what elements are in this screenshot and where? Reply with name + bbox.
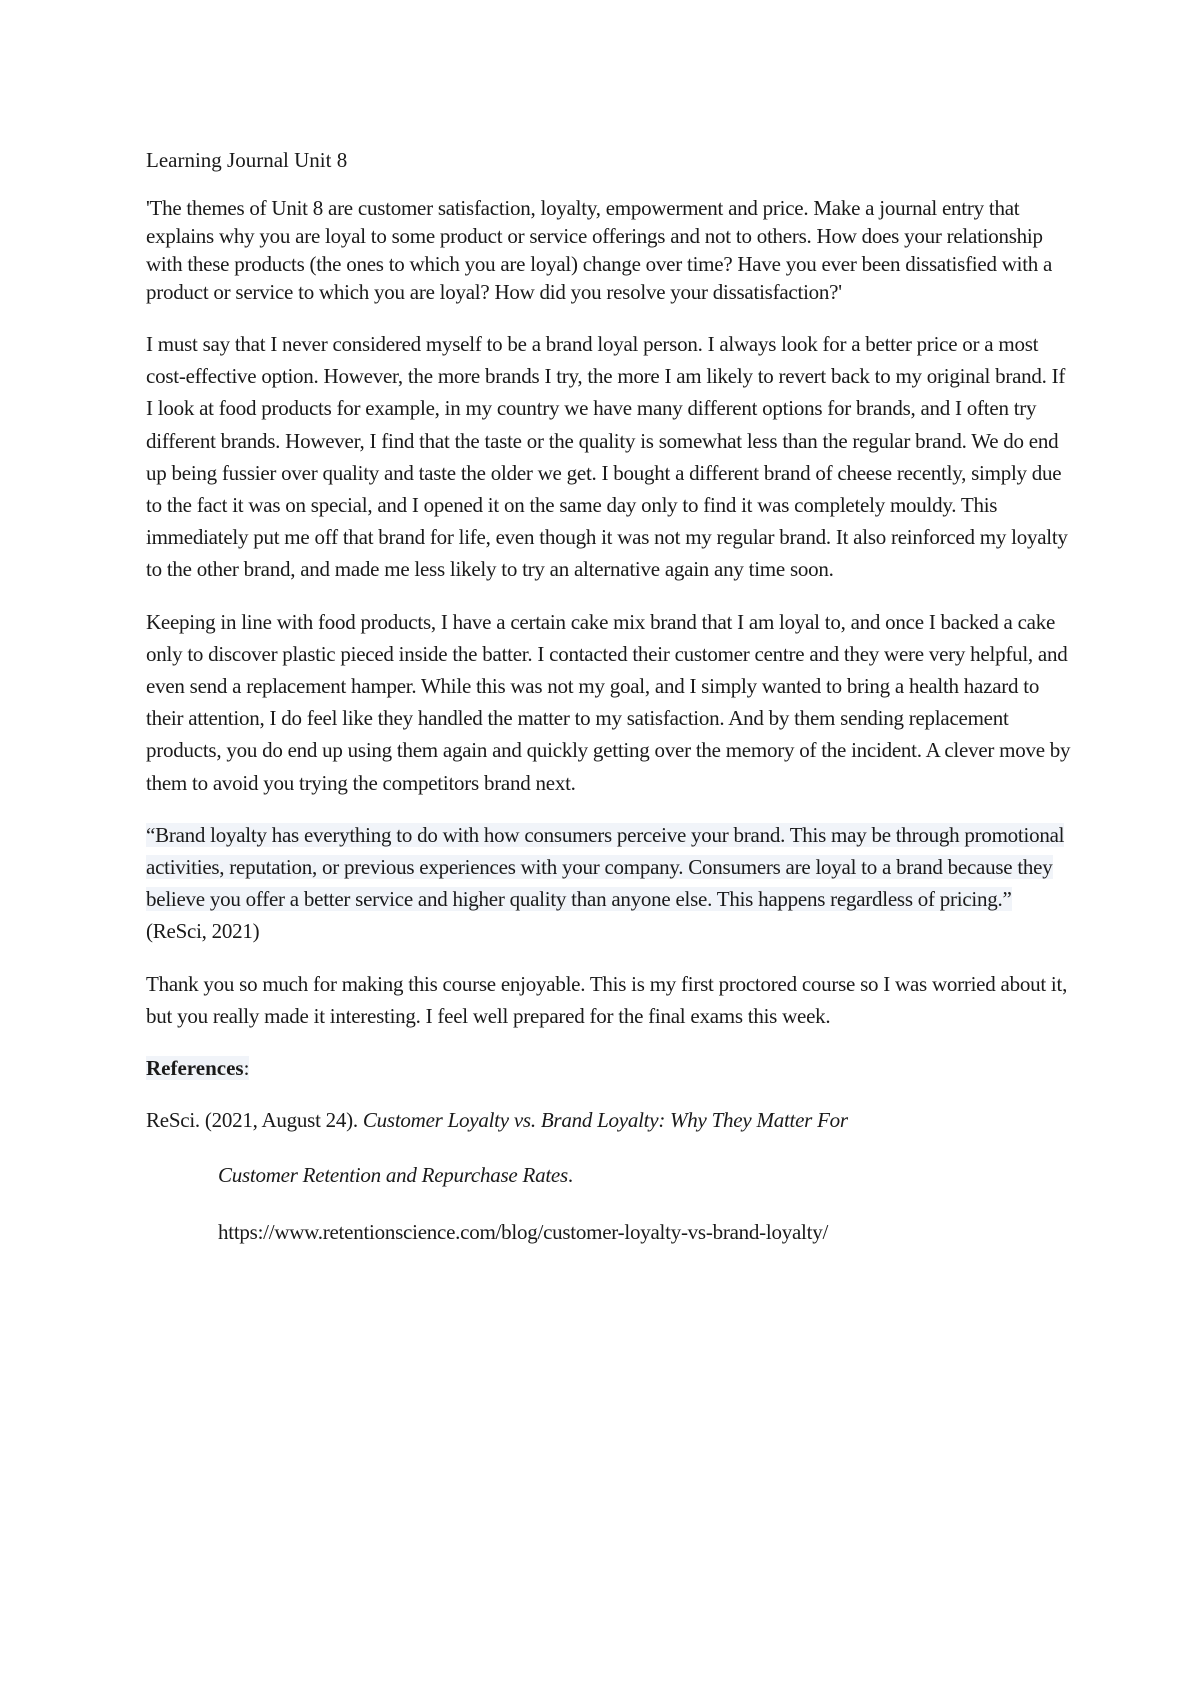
journal-prompt: 'The themes of Unit 8 are customer satisfaction, loyalty, empowerment and price. Make a journal entry that explains why you are loyal to some product or service offerings and not to others. How does your relationship with these products (the ones to which you are loyal) change over time? Have you ever been dissatisfied with a product or service to which you are loyal? How did you resolve your dissatisfaction?' [146,196,1053,304]
reference-title-part-2: Customer Retention and Repurchase Rates [218,1163,568,1188]
reference-author-date: ReSci. (2021, August 24). [146,1108,363,1133]
reference-title-part-1: Customer Loyalty vs. Brand Loyalty: Why They Matter For [362,1108,848,1133]
references-heading-text: References [146,1056,244,1081]
block-quote [146,819,1076,948]
paragraph-cake-mix: Keeping in line with food products, I have a certain cake mix brand that I am loyal to, and once I backed a cake only to discover plastic pieced inside the batter. I contacted their customer centre and they were very helpful, and even send a replacement hamper. While this was not my goal, and I simply wanted to bring a health hazard to their attention, I do feel like they handled the matter to my satisfaction. And by them sending replacement products, you do end up using them again and quickly getting over the memory of the incident. A clever move by them to avoid you trying the competitors brand next. [146,609,1071,795]
reference-entry [146,1104,1076,1248]
references-heading [146,1052,1076,1084]
reference-url[interactable]: https://www.retentionscience.com/blog/customer-loyalty-vs-brand-loyalty/ [218,1220,829,1245]
document-body [146,146,1076,1248]
reference-period: . [567,1163,573,1188]
quote-citation: (ReSci, 2021) [146,919,260,944]
quote-text: “Brand loyalty has everything to do with how consumers perceive your brand. This may be through promotional activities, reputation, or previous experiences with your company. Consumers are loyal to a brand because they believe you offer a better service and higher quality than anyone else. This happens regardless of pricing.” [146,822,1065,912]
reference-line-1 [146,1104,1076,1136]
closing-paragraph: Thank you so much for making this course enjoyable. This is my first proctored course so I was worried about it, but you really made it interesting. I feel well prepared for the final exams this week. [146,971,1068,1028]
reference-line-2 [146,1159,1076,1191]
references-heading-colon: : [243,1056,250,1081]
paragraph-brand-loyalty: I must say that I never considered myself to be a brand loyal person. I always look for a better price or a most cost-effective option. However, the more brands I try, the more I am likely to revert back to my original brand. If I look at food products for example, in my country we have many different options for brands, and I often try different brands. However, I find that the taste or the quality is somewhat less than the regular brand. We do end up being fussier over quality and taste the older we get. I bought a different brand of cheese recently, simply due to the fact it was on special, and I opened it on the same day only to find it was completely mouldy. This immediately put me off that brand for life, even though it was not my regular brand. It also reinforced my loyalty to the other brand, and made me less likely to try an alternative again any time soon. [146,332,1068,582]
document-title: Learning Journal Unit 8 [146,148,348,172]
